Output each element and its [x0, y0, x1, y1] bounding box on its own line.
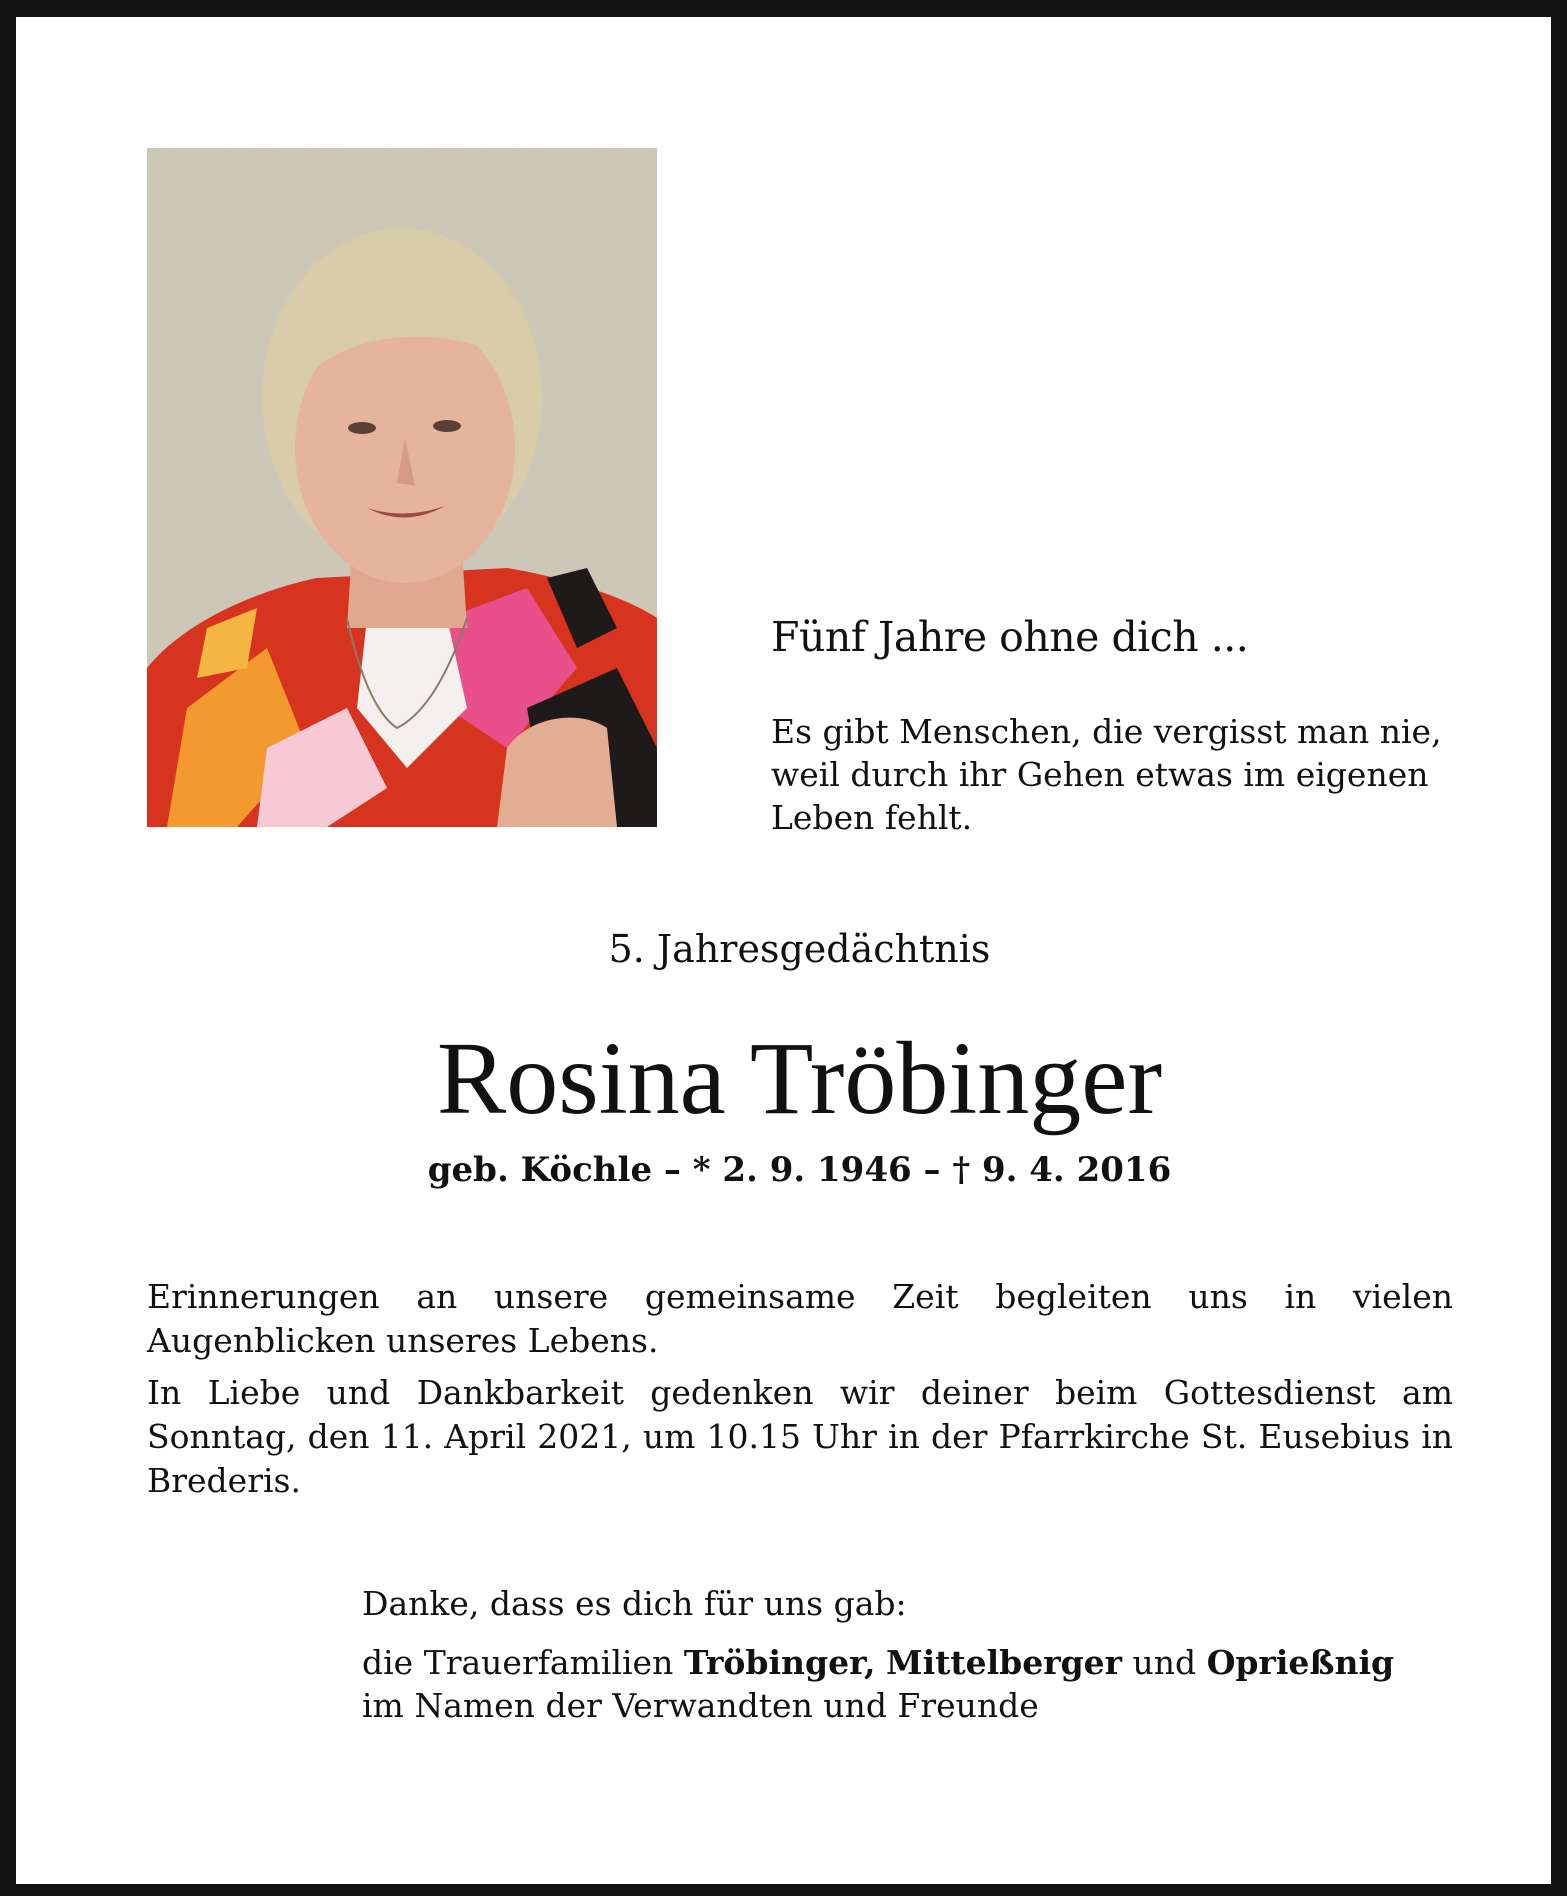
- body-paragraph: Erinnerungen an unsere gemeinsame Zeit begleiten uns in vielen Augenblicken unseres Lebens.: [147, 1277, 1453, 1360]
- quote-line: Es gibt Menschen, die vergisst man nie,: [771, 712, 1442, 751]
- quote-text: [771, 710, 1471, 839]
- closing-block: [362, 1582, 1482, 1727]
- families-conjunction: und: [1132, 1643, 1197, 1682]
- families-prefix: die Trauerfamilien: [362, 1643, 674, 1682]
- quote-title: Fünf Jahre ohne dich ...: [771, 613, 1249, 661]
- family-name: Mittelberger: [886, 1643, 1123, 1682]
- deceased-dates: geb. Köchle – * 2. 9. 1946 – † 9. 4. 2016: [427, 1150, 1172, 1190]
- quote-line: Leben fehlt.: [771, 798, 973, 837]
- thanks-line: Danke, dass es dich für uns gab:: [362, 1584, 907, 1623]
- body-text: [147, 1275, 1453, 1511]
- portrait-photo: [147, 148, 657, 827]
- deceased-name: Rosina Tröbinger: [436, 1021, 1163, 1136]
- anniversary-heading: 5. Jahresgedächtnis: [608, 927, 991, 971]
- family-name: Tröbinger,: [683, 1643, 876, 1682]
- family-name: Oprießnig: [1206, 1643, 1395, 1682]
- relatives-line: im Namen der Verwandten und Freunde: [362, 1686, 1039, 1725]
- families-line: [362, 1641, 1482, 1684]
- body-paragraph: In Liebe und Dankbarkeit gedenken wir deiner beim Gottesdienst am Sonntag, den 11. April 2021, um 10.15 Uhr in der Pfarrkirche St. Eusebius in Brederis.: [147, 1373, 1453, 1500]
- portrait-illustration: [147, 148, 657, 827]
- quote-line: weil durch ihr Gehen etwas im eigenen: [771, 755, 1429, 794]
